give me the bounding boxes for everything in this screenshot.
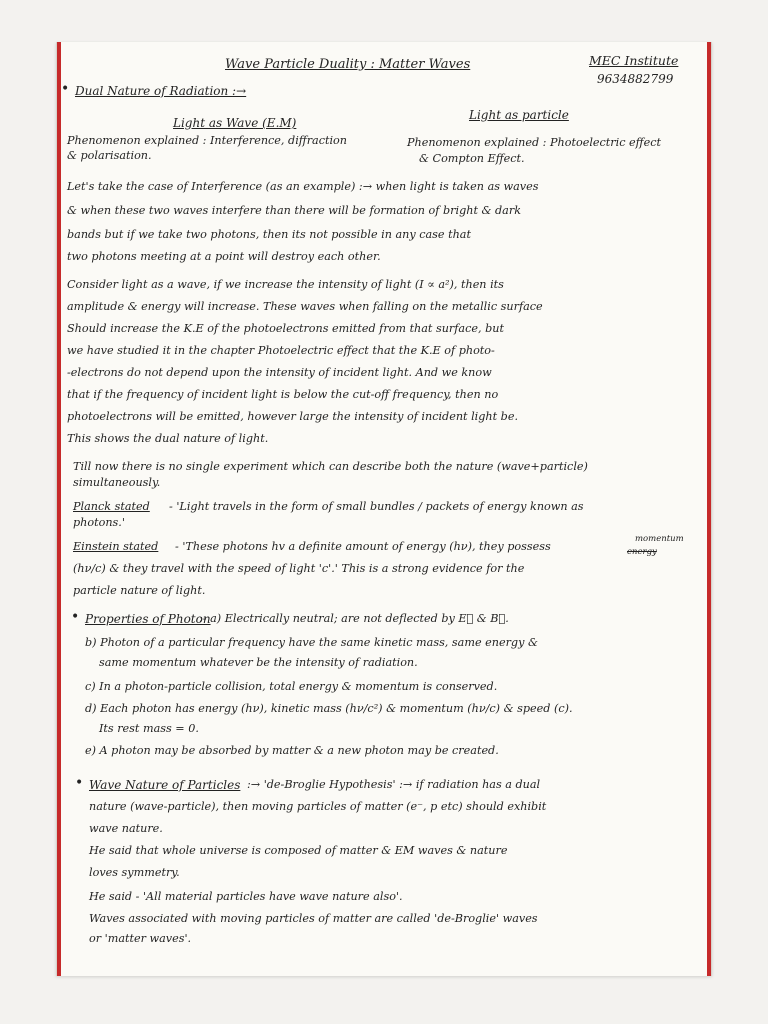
section-heading-dual-nature: Dual Nature of Radiation :→ [75,84,247,98]
section-heading-photon-properties: Properties of Photon [85,612,211,626]
wave-phenomena-line-2: & polarisation. [67,149,152,162]
bullet-icon: • [61,81,70,97]
para2-line: that if the frequency of incident light is below the cut-off frequency, then no [67,388,499,401]
para2-line: Should increase the K.E of the photoelectrons emitted from that surface, but [67,322,504,335]
bullet-icon: • [71,609,80,625]
photon-property: e) A photon may be absorbed by matter & a new photon may be created. [85,744,499,757]
para1-line: bands but if we take two photons, then its not possible in any case that [67,228,471,241]
photon-property: d) Each photon has energy (hν), kinetic mass (hν/c²) & momentum (hν/c) & speed (c). [85,702,573,715]
wave-nature-line: He said that whole universe is composed of matter & EM waves & nature [89,844,508,857]
para1-line: & when these two waves interfere than there will be formation of bright & dark [67,204,521,217]
photon-property: b) Photon of a particular frequency have the same kinetic mass, same energy & [85,636,538,649]
notebook-page [56,42,712,976]
para1-line: two photons meeting at a point will destroy each other. [67,250,381,263]
photon-property: Its rest mass = 0. [99,722,199,735]
wave-nature-line: loves symmetry. [89,866,180,879]
para2-line: This shows the dual nature of light. [67,432,269,445]
einstein-text: - 'These photons hv a definite amount of energy (hν), they possess [175,540,551,553]
wave-nature-line: Waves associated with moving particles of matter are called 'de-Broglie' waves [89,912,538,925]
wave-nature-line: nature (wave-particle), then moving particles of matter (e⁻, p etc) should exhibit [89,800,547,813]
para2-line: amplitude & energy will increase. These waves when falling on the metallic surface [67,300,543,313]
photon-property: c) In a photon-particle collision, total energy & momentum is conserved. [85,680,498,693]
photon-property: :- a) Electrically neutral; are not deflected by E⃗ & B⃗. [199,612,509,625]
para3-line: Till now there is no single experiment which can describe both the nature (wave+particle) [73,460,588,473]
einstein-struck-word: energy [627,547,657,557]
einstein-text: (hν/c) & they travel with the speed of light 'c'.' This is a strong evidence for the [73,562,525,575]
wave-nature-line: :→ 'de-Broglie Hypothesis' :→ if radiation has a dual [247,778,541,791]
wave-nature-line: He said - 'All material particles have wave nature also'. [89,890,403,903]
particle-phenomena-line-2: & Compton Effect. [419,152,525,165]
page-title: Wave Particle Duality : Matter Waves [225,57,471,72]
particle-phenomena-line-1: Phenomenon explained : Photoelectric effect [407,136,661,149]
institute-name: MEC Institute [589,53,679,68]
planck-text: - 'Light travels in the form of small bundles / packets of energy known as [169,500,584,513]
wave-nature-line: or 'matter waves'. [89,932,192,945]
institute-phone: 9634882799 [597,72,674,86]
para3-line: simultaneously. [73,476,161,489]
einstein-label: Einstein stated [73,540,159,553]
wave-phenomena-line-1: Phenomenon explained : Interference, diffraction [67,134,347,147]
planck-label: Planck stated [73,500,150,513]
einstein-insert-momentum: momentum [635,534,684,544]
planck-text: photons.' [73,516,125,529]
para1-line: Let's take the case of Interference (as an example) :→ when light is taken as waves [67,180,539,193]
subheading-light-wave: Light as Wave (E.M) [173,116,297,130]
para2-line: photoelectrons will be emitted, however large the intensity of incident light be. [67,410,519,423]
photon-property: same momentum whatever be the intensity of radiation. [99,656,418,669]
para2-line: -electrons do not depend upon the intensity of incident light. And we know [67,366,492,379]
einstein-text: particle nature of light. [73,584,206,597]
para2-line: we have studied it in the chapter Photoelectric effect that the K.E of photo- [67,344,495,357]
wave-nature-line: wave nature. [89,822,163,835]
section-heading-wave-nature: Wave Nature of Particles [89,778,241,792]
bullet-icon: • [75,775,84,791]
subheading-light-particle: Light as particle [469,108,569,122]
para2-line: Consider light as a wave, if we increase the intensity of light (I ∝ a²), then its [67,278,504,291]
